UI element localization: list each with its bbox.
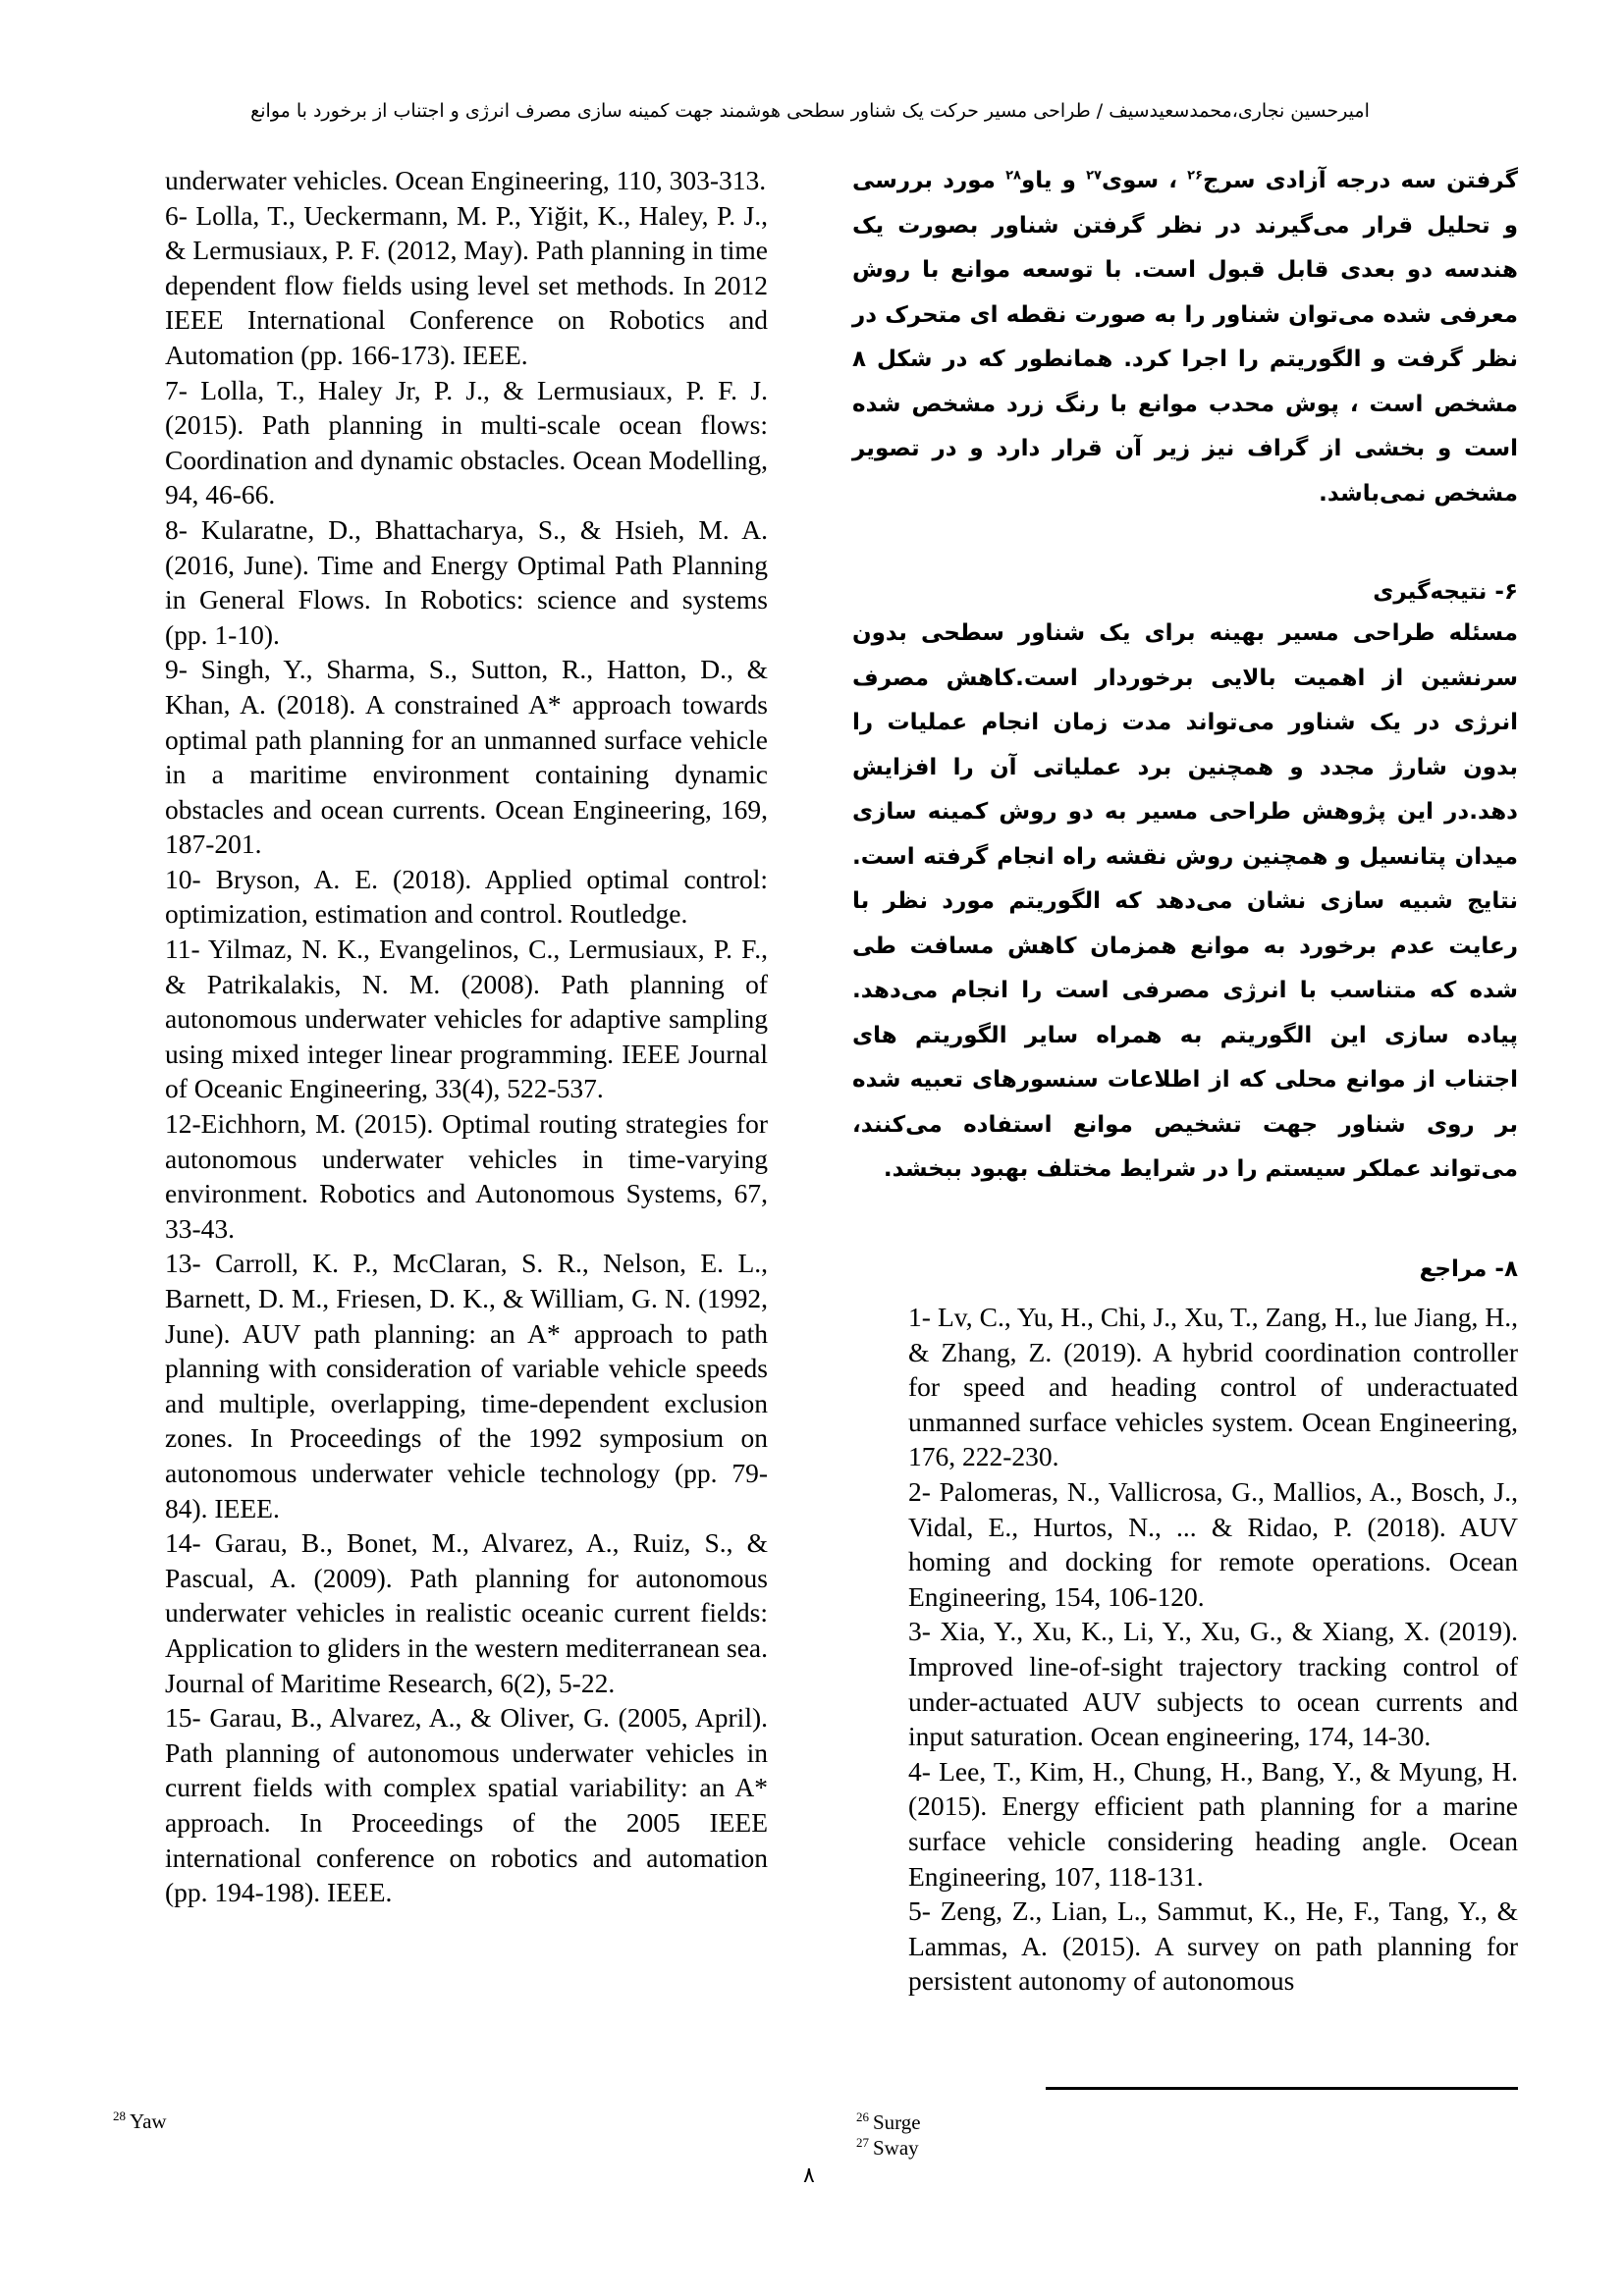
reference-item: 10- Bryson, A. E. (2018). Applied optimal control: optimization, estimation and control. Routledge.: [165, 863, 768, 930]
section-heading-references: ۸- مراجع: [1419, 1255, 1518, 1282]
footnote-28: [113, 2109, 167, 2134]
intro-text: و یاو: [1020, 168, 1087, 193]
intro-text: گرفتن سه درجه آزادی سرج: [1203, 168, 1518, 193]
reference-item: 4- Lee, T., Kim, H., Chung, H., Bang, Y., & Myung, H. (2015). Energy efficient path planning for a marine surface vehicle considering heading angle. Ocean Engineering, 107, 118-131.: [908, 1755, 1518, 1892]
reference-item: 12-Eichhorn, M. (2015). Optimal routing strategies for autonomous underwater vehicles in time-varying environment. Robotics and Autonomous Systems, 67, 33-43.: [165, 1108, 768, 1244]
footnote-number: 28: [113, 2109, 126, 2123]
reference-item: 13- Carroll, K. P., McClaran, S. R., Nelson, E. L., Barnett, D. M., Friesen, D. K., & William, G. N. (1992, June). AUV path planning: an A* approach to path planning with consideration of variable vehicle speeds and multiple, overlapping, time-dependent exclusion zones. In Proceedings of the 1992 symposium on autonomous underwater vehicle technology (pp. 79-84). IEEE.: [165, 1248, 768, 1523]
reference-item: 6- Lolla, T., Ueckermann, M. P., Yiğit, K., Haley, P. J., & Lermusiaux, P. F. (2012, May). Path planning in time dependent flow fields using level set methods. In 2012 IEEE International Conference on Robotics and Automation (pp. 166-173). IEEE.: [165, 199, 768, 370]
left-column-references: [165, 163, 768, 1910]
reference-item: 9- Singh, Y., Sharma, S., Sutton, R., Hatton, D., & Khan, A. (2018). A constrained A* approach towards optimal path planning for an unmanned surface vehicle in a maritime environment containing dynamic obstacles and ocean currents. Ocean Engineering, 169, 187-201.: [165, 654, 768, 860]
intro-text: مورد بررسی و تحلیل قرار می‌گیرند در نظر گرفتن شناور بصورت یک هندسه دو بعدی قابل قبول است. با توسعه موانع با روش معرفی شده می‌توان شناور را به صورت نقطه ای متحرک در نظر گرفت و الگوریتم را اجرا کرد. همانطور که در شکل ۸ مشخص است ، پوش محدب موانع با رنگ زرد مشخص شده است و بخشی از گراف نیز زیر آن قرار دارد و در تصویر مشخص نمی‌باشد.: [852, 168, 1518, 507]
reference-item: 11- Yilmaz, N. K., Evangelinos, C., Lermusiaux, P. F., & Patrikalakis, N. M. (2008). Path planning of autonomous underwater vehicles for adaptive sampling using mixed integer linear programming. IEEE Journal of Oceanic Engineering, 33(4), 522-537.: [165, 934, 768, 1104]
right-column: [852, 159, 1518, 1289]
footnote-separator: [1046, 2087, 1518, 2090]
reference-item: 1- Lv, C., Yu, H., Chi, J., Xu, T., Zang, H., lue Jiang, H., & Zhang, Z. (2019). A hybrid coordination controller for speed and heading control of underactuated unmanned surface vehicles system. Ocean Engineering, 176, 222-230.: [908, 1302, 1518, 1472]
section-heading-conclusion: ۶- نتیجه‌گیری: [1373, 579, 1518, 605]
reference-item: 14- Garau, B., Bonet, M., Alvarez, A., Ruiz, S., & Pascual, A. (2009). Path planning for autonomous underwater vehicles in realistic oceanic current fields: Application to gliders in the western mediterranean sea. Journal of Maritime Research, 6(2), 5-22.: [165, 1527, 768, 1698]
reference-item: 7- Lolla, T., Haley Jr, P. J., & Lermusiaux, P. F. J. (2015). Path planning in multi-scale ocean flows: Coordination and dynamic obstacles. Ocean Modelling, 94, 46-66.: [165, 374, 768, 510]
right-column-references: [908, 1300, 1518, 1999]
footnote-27: [856, 2135, 919, 2161]
reference-item: 15- Garau, B., Alvarez, A., & Oliver, G. (2005, April). Path planning of autonomous underwater vehicles in current fields with complex spatial variability: an A* approach. In Proceedings of the 2005 IEEE international conference on robotics and automation (pp. 194-198). IEEE.: [165, 1702, 768, 1908]
footnote-26: [856, 2109, 921, 2135]
footnote-ref-28[interactable]: ۲۸: [1005, 168, 1021, 184]
footnote-text: Sway: [873, 2136, 919, 2160]
intro-paragraph: [852, 159, 1518, 516]
intro-text: ، سوی: [1102, 168, 1188, 193]
running-header: امیرحسین نجاری،محمدسعیدسیف / طراحی مسیر حرکت یک شناور سطحی هوشمند جهت کمینه سازی مصرف انرژی و اجتناب از برخورد با موانع: [250, 100, 1370, 122]
footnote-number: 27: [856, 2135, 869, 2150]
page-number: ۸: [803, 2163, 815, 2188]
footnote-text: Yaw: [130, 2109, 167, 2133]
reference-item: 3- Xia, Y., Xu, K., Li, Y., Xu, G., & Xiang, X. (2019). Improved line-of-sight trajectory tracking control of under-actuated AUV subjects to ocean currents and input saturation. Ocean engineering, 174, 14-30.: [908, 1616, 1518, 1752]
reference-item: underwater vehicles. Ocean Engineering, 110, 303-313.: [165, 165, 767, 195]
reference-item: 8- Kularatne, D., Bhattacharya, S., & Hsieh, M. A. (2016, June). Time and Energy Optimal Path Planning in General Flows. In Robotics: science and systems (pp. 1-10).: [165, 513, 768, 650]
footnote-number: 26: [856, 2109, 869, 2124]
footnote-ref-27[interactable]: ۲۷: [1086, 168, 1102, 184]
footnote-ref-26[interactable]: ۲۶: [1187, 168, 1204, 184]
reference-item: 2- Palomeras, N., Vallicrosa, G., Mallios, A., Bosch, J., Vidal, E., Hurtos, N., ... & Ridao, P. (2018). AUV homing and docking for remote operations. Ocean Engineering, 154, 106-120.: [908, 1475, 1518, 1612]
reference-item: 5- Zeng, Z., Lian, L., Sammut, K., He, F., Tang, Y., & Lammas, A. (2015). A survey on path planning for persistent autonomy of autonomous: [908, 1896, 1518, 1997]
footnote-text: Surge: [873, 2110, 921, 2134]
conclusion-paragraph: مسئله طراحی مسیر بهینه برای یک شناور سطحی بدون سرنشین از اهمیت بالایی برخوردار است.کاهش مصرف انرژی در یک شناور می‌تواند مدت زمان انجام عملیات را بدون شارژ مجدد و همچنین برد عملیاتی آن را افزایش دهد.در این پژوهش طراحی مسیر به دو روش کمینه سازی میدان پتانسیل و همچنین روش نقشه راه انجام گرفته است. نتایج شبیه سازی نشان می‌دهد که الگوریتم مورد نظر با رعایت عدم برخورد به موانع همزمان کاهش مسافت طی شده که متناسب با انرژی مصرفی است را انجام می‌دهد. پیاده سازی این الگوریتم به همراه سایر الگوریتم های اجتناب از موانع محلی که از اطلاعات سنسورهای تعبیه شده بر روی شناور جهت تشخیص موانع استفاده می‌کنند، می‌تواند عملکر سیستم را در شرایط مختلف بهبود ببخشد.: [852, 620, 1518, 1182]
